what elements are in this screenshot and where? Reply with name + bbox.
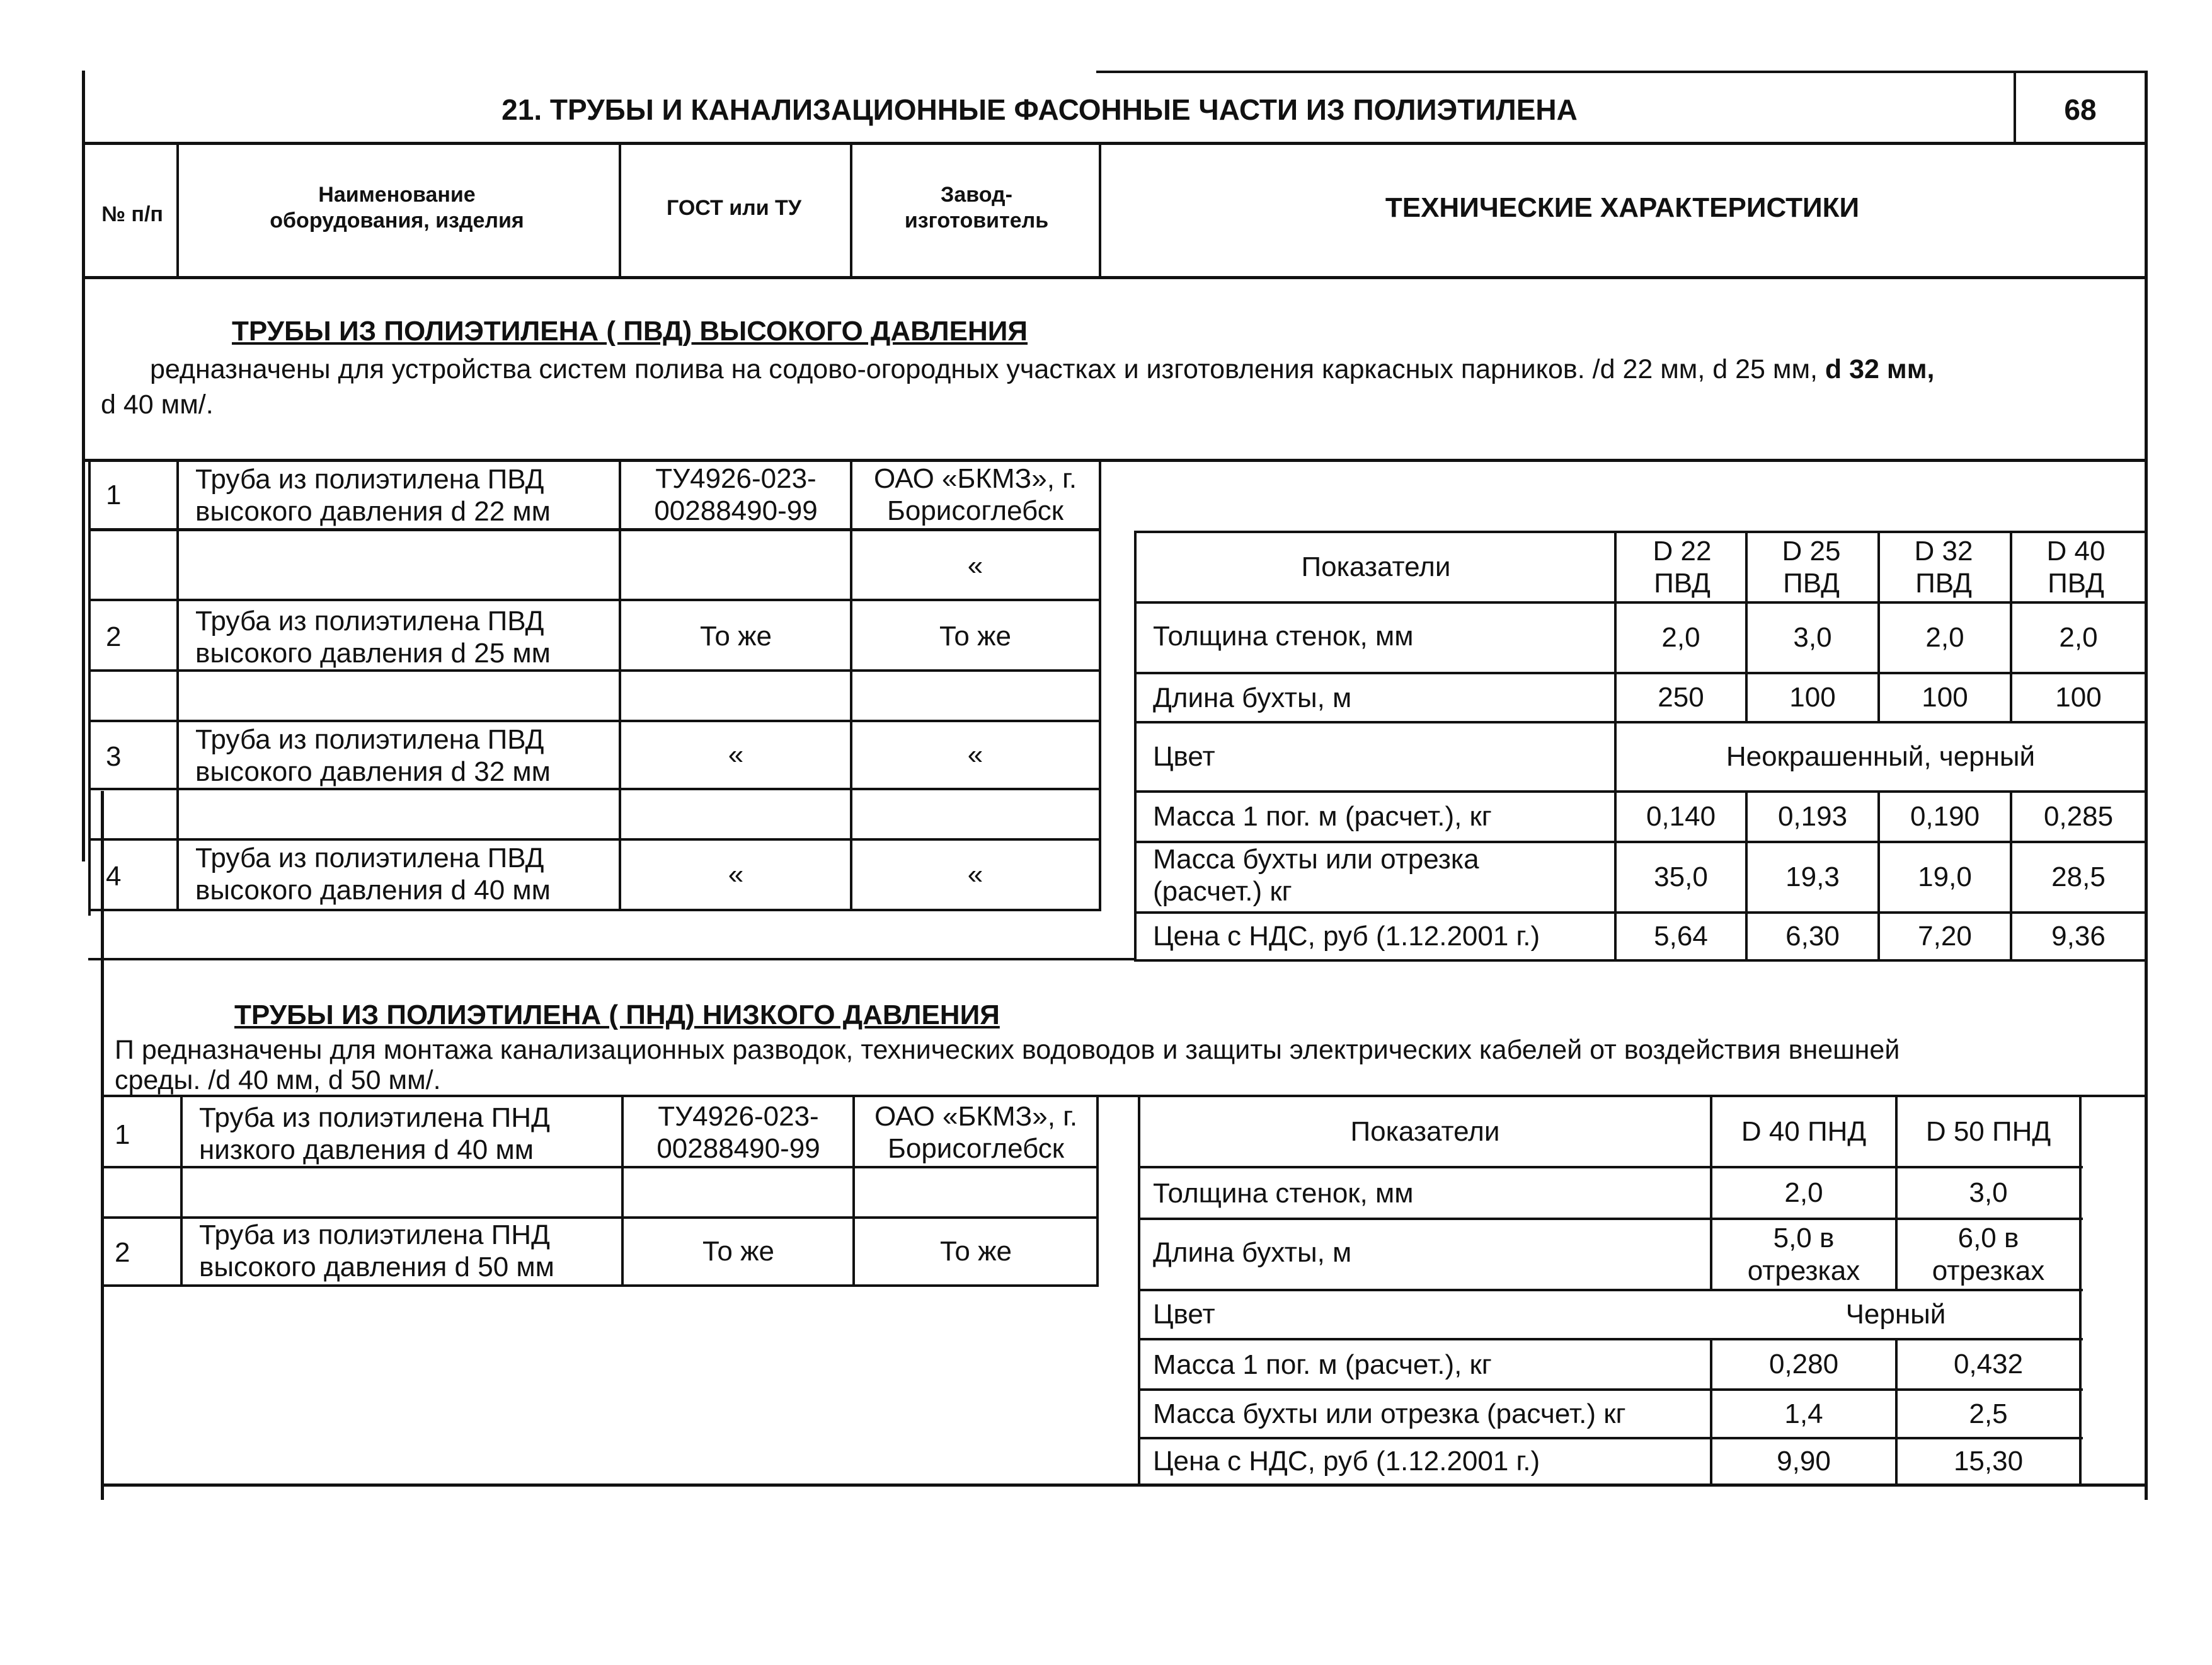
item-num: 2	[115, 1237, 130, 1268]
spec-value: 0,285	[2043, 801, 2114, 832]
spec-label: Толщина стенок, мм	[1153, 621, 1414, 652]
column-header-num: № п/п	[101, 202, 163, 226]
item-name: Труба из полиэтилена ПВД высокого давления d 22 мм	[195, 464, 551, 527]
spec-header-label: Показатели	[1350, 1115, 1500, 1147]
item-num: 2	[106, 621, 122, 652]
spec-label: Масса бухты или отрезка (расчет.) кг	[1153, 844, 1479, 907]
column-header-maker: Завод-изготовитель	[904, 183, 1049, 233]
item-name: Труба из полиэтилена ПВД высокого давления d 32 мм	[195, 724, 551, 788]
spec-value: 5,64	[1654, 921, 1708, 952]
item-name: Труба из полиэтилена ПНД низкого давления d 40 мм	[199, 1102, 550, 1166]
spec-value-merged: Неокрашенный, черный	[1726, 741, 2036, 773]
spec-value: 7,20	[1918, 921, 1972, 952]
spec-value: 0,280	[1768, 1349, 1839, 1380]
item-maker: ОАО «БКМЗ», г. Борисоглебск	[873, 463, 1077, 526]
item-name: Труба из полиэтилена ПВД высокого давления d 25 мм	[195, 606, 551, 669]
spec-value: 0,193	[1777, 801, 1848, 832]
spec-value: 19,3	[1785, 861, 1840, 893]
spec-value: 0,190	[1910, 801, 1980, 832]
spec-value: 100	[2055, 682, 2102, 713]
spec-value: 100	[1789, 682, 1836, 713]
item-maker: То же	[939, 621, 1012, 652]
spec-value-merged: Черный	[1845, 1299, 1946, 1330]
item-name: Труба из полиэтилена ПВД высокого давления d 40 мм	[195, 843, 551, 906]
spec-value: 28,5	[2051, 861, 2106, 893]
spec-header: D 22 ПВД	[1653, 535, 1712, 599]
section1-description	[150, 354, 1934, 386]
spec-label: Длина бухты, м	[1153, 1237, 1352, 1268]
spec-value: 35,0	[1654, 861, 1708, 893]
item-num: 3	[106, 741, 122, 772]
spec-value: 6,0 в отрезках	[1932, 1223, 2045, 1286]
section1-desc-line1: редназначены для устройства систем полива на содово-огородных участках и изготовления каркасных парников. /d 22 мм, d 25 мм,	[150, 354, 1825, 384]
section1-desc-line2: d 40 мм/.	[101, 389, 214, 420]
spec-label: Масса бухты или отрезка (расчет.) кг	[1153, 1398, 1626, 1429]
item-num: 4	[106, 861, 122, 892]
spec-label: Толщина стенок, мм	[1153, 1178, 1414, 1209]
section2-desc-line1: П редназначены для монтажа канализационных разводок, технических водоводов и защиты электрических кабелей от воздействия внешней	[115, 1035, 1900, 1065]
page-number: 68	[2064, 93, 2097, 127]
spec-value: 2,0	[2059, 622, 2098, 654]
spec-value: 5,0 в отрезках	[1747, 1223, 1860, 1286]
spec-label: Цвет	[1153, 1299, 1215, 1330]
spec-header-label: Показатели	[1301, 551, 1451, 583]
item-gost: ТУ4926-023-00288490-99	[654, 463, 818, 526]
item-maker: «	[967, 859, 983, 890]
section2-heading: ТРУБЫ ИЗ ПОЛИЭТИЛЕНА ( ПНД) НИЗКОГО ДАВЛЕНИЯ	[234, 1000, 1000, 1030]
spec-header: D 50 ПНД	[1925, 1115, 2051, 1147]
spec-value: 100	[1922, 682, 1968, 713]
spec-header: D 32 ПВД	[1914, 535, 1973, 599]
spec-value: 15,30	[1953, 1446, 2024, 1477]
spec-value: 9,90	[1777, 1446, 1831, 1477]
section1-desc-bold: d 32 мм,	[1825, 354, 1935, 384]
spec-header: D 40 ПВД	[2046, 535, 2106, 599]
section1-heading: ТРУБЫ ИЗ ПОЛИЭТИЛЕНА ( ПВД) ВЫСОКОГО ДАВЛЕНИЯ	[232, 316, 1028, 347]
spec-value: 0,432	[1953, 1349, 2024, 1380]
spec-label: Цвет	[1153, 741, 1215, 772]
column-header-name: Наименование оборудования, изделия	[270, 183, 524, 233]
spec-label: Цена с НДС, руб (1.12.2001 г.)	[1153, 1446, 1540, 1477]
section2-desc-line2: среды. /d 40 мм, d 50 мм/.	[115, 1065, 441, 1095]
spec-value: 6,30	[1785, 921, 1840, 952]
spec-label: Длина бухты, м	[1153, 683, 1352, 713]
item-gost: ТУ4926-023-00288490-99	[656, 1100, 820, 1164]
column-header-specs: ТЕХНИЧЕСКИЕ ХАРАКТЕРИСТИКИ	[1385, 192, 1860, 224]
spec-value: 3,0	[1793, 622, 1832, 654]
item-name: Труба из полиэтилена ПНД высокого давления d 50 мм	[199, 1219, 554, 1283]
item-maker: То же	[939, 1236, 1012, 1267]
item-maker: «	[967, 739, 983, 771]
spec-header: D 25 ПВД	[1782, 535, 1841, 599]
spec-label: Цена с НДС, руб (1.12.2001 г.)	[1153, 921, 1540, 952]
page-title: 21. ТРУБЫ И КАНАЛИЗАЦИОННЫЕ ФАСОННЫЕ ЧАСТИ ИЗ ПОЛИЭТИЛЕНА	[501, 93, 1578, 127]
spec-value: 3,0	[1969, 1177, 2008, 1209]
spec-header: D 40 ПНД	[1741, 1115, 1867, 1147]
item-maker: «	[967, 550, 983, 582]
spec-value: 1,4	[1784, 1398, 1823, 1429]
spec-value: 9,36	[2051, 921, 2106, 952]
item-gost: «	[728, 739, 744, 771]
item-gost: То же	[702, 1236, 775, 1267]
column-header-gost: ГОСТ или ТУ	[667, 195, 801, 220]
spec-value: 2,5	[1969, 1398, 2008, 1429]
item-num: 1	[106, 480, 122, 510]
spec-value: 250	[1658, 682, 1704, 713]
item-maker: ОАО «БКМЗ», г. Борисоглебск	[874, 1100, 1078, 1164]
item-gost: «	[728, 859, 744, 890]
spec-value: 0,140	[1646, 801, 1716, 832]
spec-value: 2,0	[1925, 622, 1964, 654]
spec-value: 2,0	[1661, 622, 1700, 654]
item-num: 1	[115, 1119, 130, 1150]
spec-label: Масса 1 пог. м (расчет.), кг	[1153, 801, 1492, 832]
item-gost: То же	[699, 621, 772, 652]
spec-label: Масса 1 пог. м (расчет.), кг	[1153, 1349, 1492, 1380]
spec-value: 19,0	[1918, 861, 1972, 893]
spec-value: 2,0	[1784, 1177, 1823, 1209]
